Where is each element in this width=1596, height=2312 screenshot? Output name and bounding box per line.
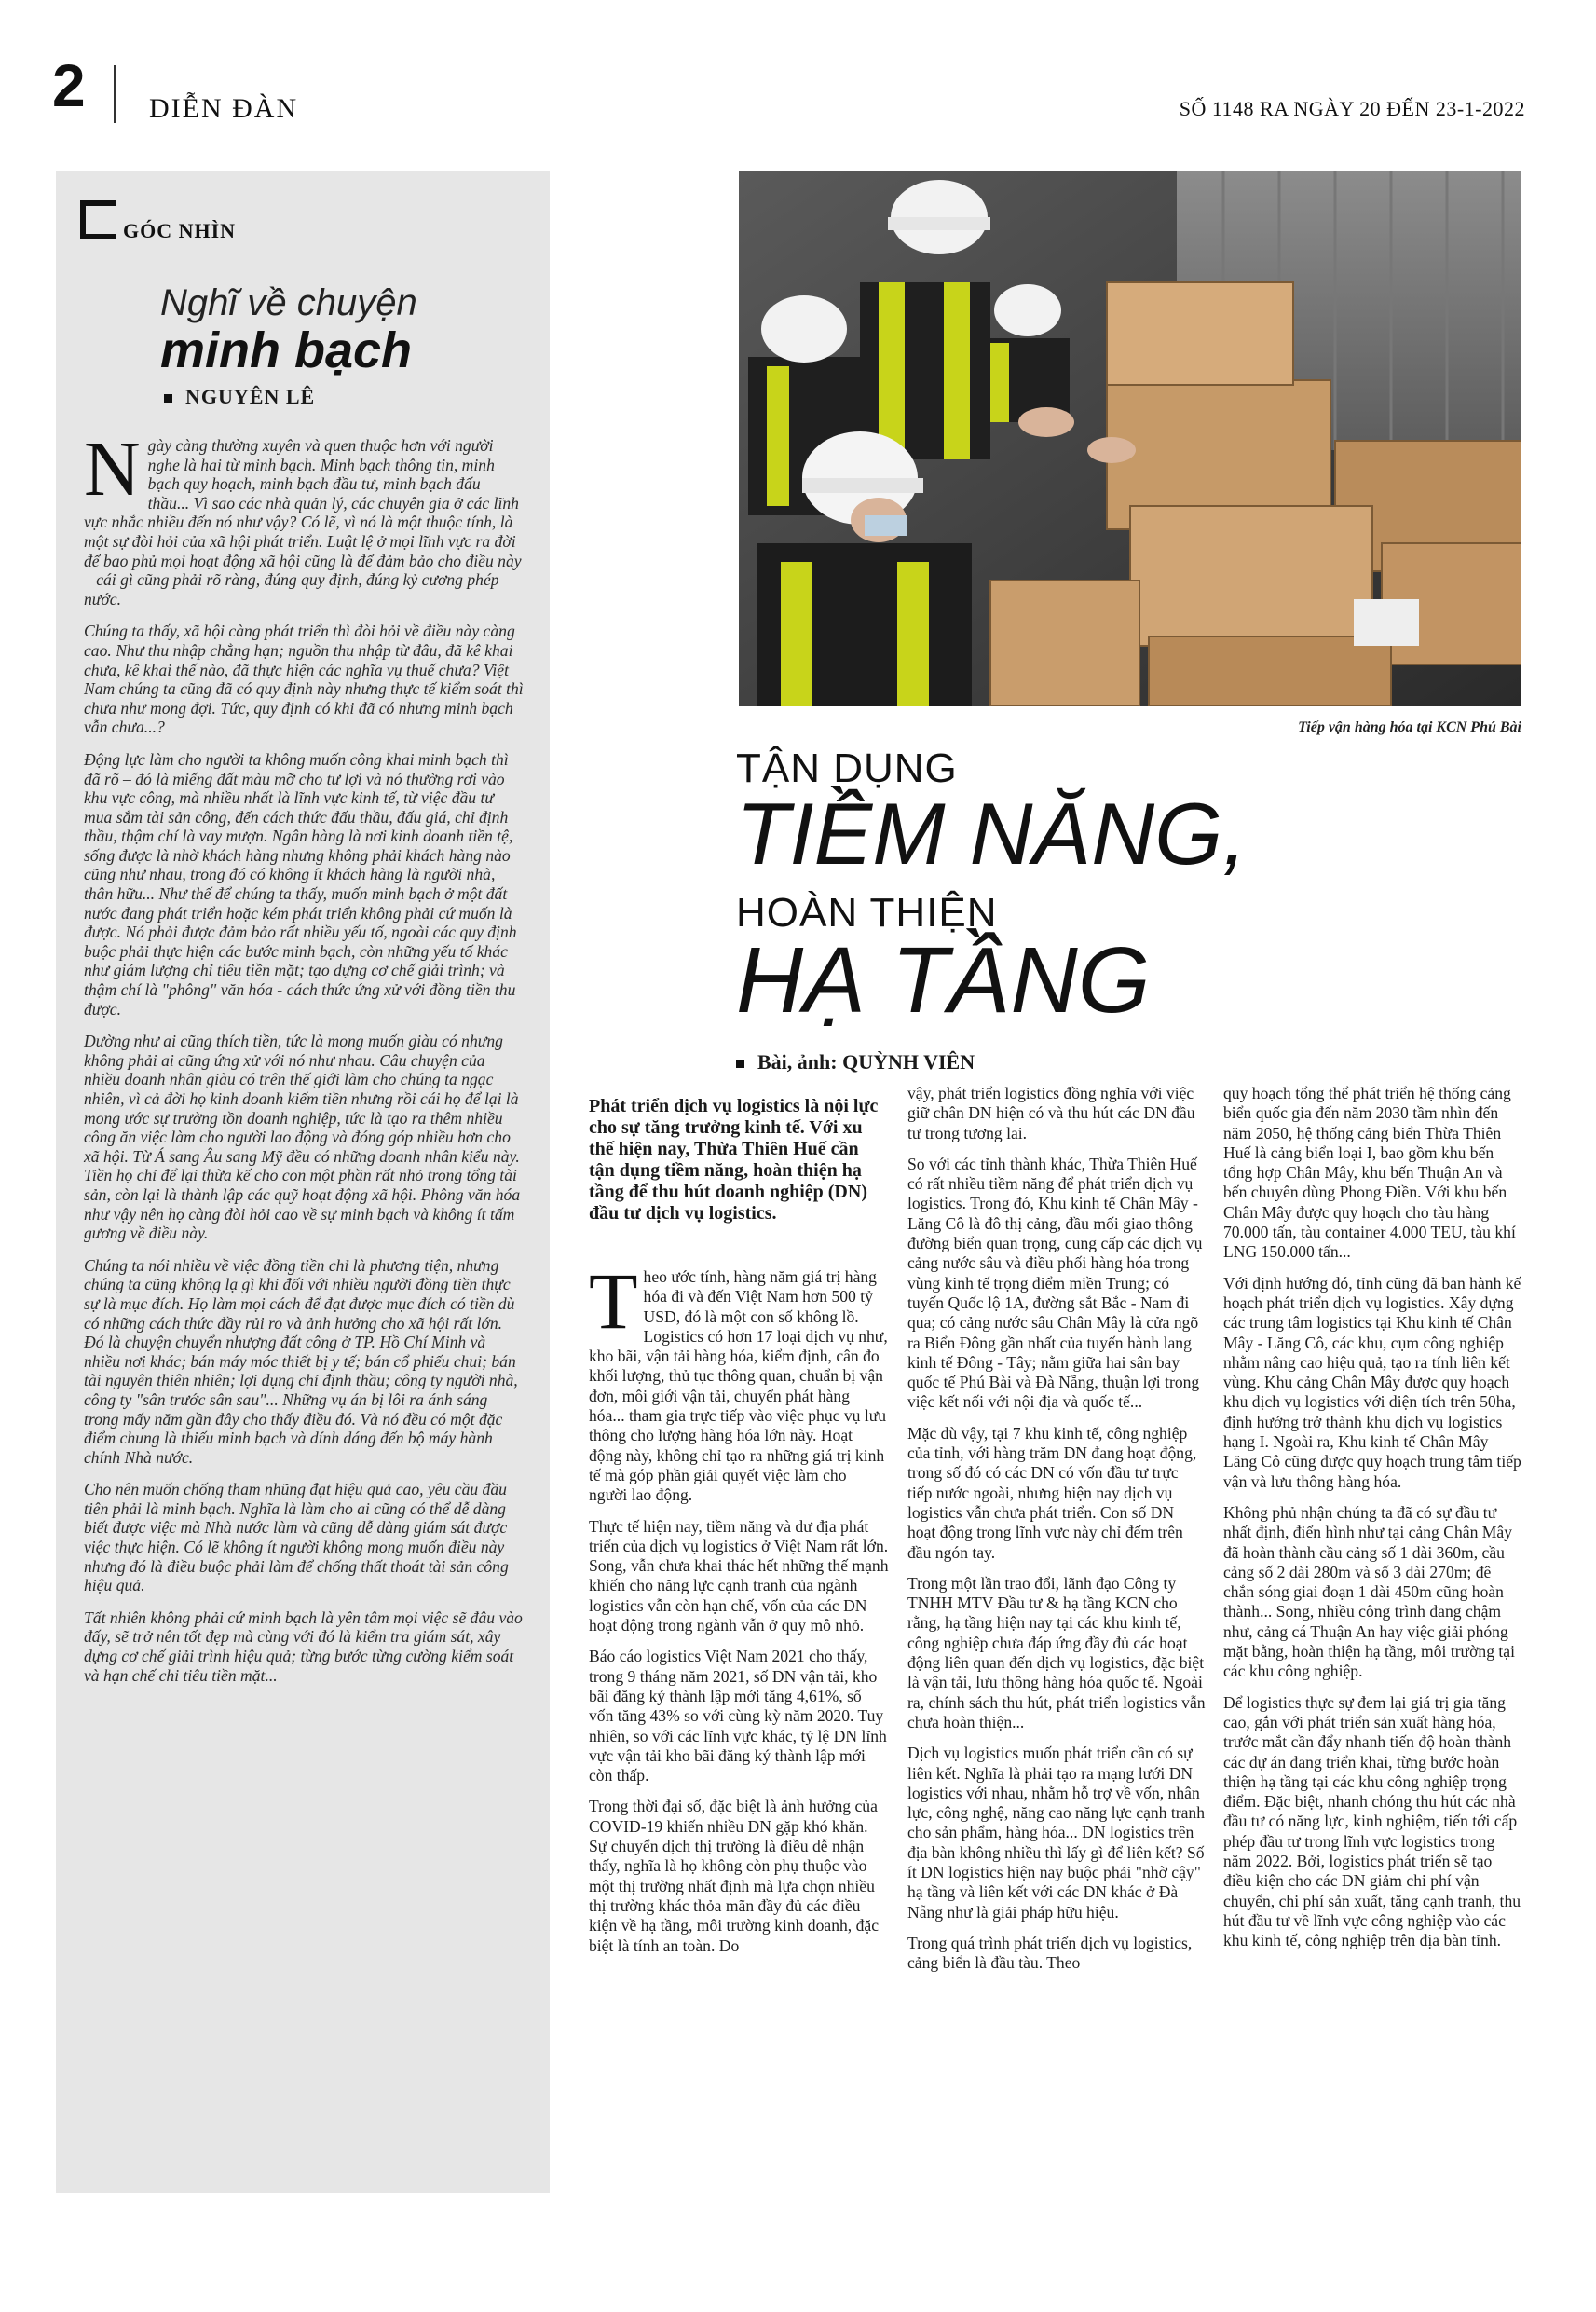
column-logo-bracket xyxy=(80,200,116,239)
sidebar-paragraph: Chúng ta nói nhiều về việc đồng tiền chỉ là phương tiện, nhưng chúng ta cũng không lạ gì khi đối với nhiều người đồng tiền thực sự là mục đích. Họ làm mọi cách để đạt được mục đích có tiền dù có những cách thức đầy rủi ro và ảnh hưởng cho xã hội rất lớn. Đó là chuyện chuyển nhượng đất công ở TP. Hồ Chí Minh và nhiều nơi khác; bán máy móc thiết bị y tế; bán cổ phiếu chui; bán tài nguyên thiên nhiên; lợi dụng chỉ định thầu; công ty người nhà, công ty "sân trước sân sau"... Những vụ án bị lôi ra ánh sáng trong mấy năm gần đây cho thấy điều đó. Và nó đều có một đặc điểm chung là thiếu minh bạch và dính dáng đến bộ máy hành chính Nhà nước. xyxy=(84,1255,518,1467)
headline-line3: HOÀN THIỆN xyxy=(736,890,998,936)
article-paragraph: Không phủ nhận chúng ta đã có sự đầu tư nhất định, điển hình như tại cảng Chân Mây đã hoàn thành cầu cảng số 1 dài 360m, cầu cảng số 2 dài 280m và số 3 dài 270m; đê chắn sóng giai đoạn 1 dài 450m cũng hoàn thành... Song, nhiều công trình đang chậm như, cảng cá Thuận An hay việc giải phóng mặt bằng, hoàn thiện hạ tầng, môi trường tại các khu công nghiệp. xyxy=(1223,1502,1515,1681)
sidebar-author: NGUYÊN LÊ xyxy=(164,385,315,409)
article-paragraph: Trong quá trình phát triển dịch vụ logistics, cảng biển là đầu tàu. Theo xyxy=(907,1933,1193,1973)
sidebar-paragraph: Ngày càng thường xuyên và quen thuộc hơn với người nghe là hai từ minh bạch. Minh bạch thông tin, minh bạch quy hoạch, minh bạch đầu tư, minh bạch đấu thầu... Vì sao các nhà quản lý, các chuyên gia ở các lĩnh vực nhắc nhiều đến nó như vậy? Có lẽ, vì nó là một thuộc tính, là một sự đòi hỏi của xã hội phát triển. Luật lệ ở mọi lĩnh vực ra đời để bao phủ mọi hoạt động xã hội cũng là để đảm bảo cho điều này – cái gì cũng phải rõ ràng, đúng quy định, đúng kỷ cương phép nước. xyxy=(84,426,522,609)
drop-cap: T xyxy=(589,1256,638,1346)
article-paragraph: quy hoạch tổng thể phát triển hệ thống cảng biển quốc gia đến năm 2030 tầm nhìn đến năm 2050, hệ thống cảng biển Thừa Thiên Huế là cảng biển loại I, bao gồm khu bến tổng hợp Chân Mây, khu bến Thuận An và bến chuyên dùng Phong Điền. Với khu bến Chân Mây được quy hoạch cho tàu hàng 70.000 tấn, tàu container 4.000 TEU, tàu khí LNG 150.000 tấn... xyxy=(1223,1084,1516,1262)
sidebar-paragraph: Chúng ta thấy, xã hội càng phát triển thì đòi hỏi về điều này càng cao. Như thu nhập chẳng hạn; nguồn thu nhập từ đâu, đã kê khai chưa, kê khai thế nào, đã thực hiện các nghĩa vụ thuế chưa? Việt Nam chúng ta cũng đã có quy định này nhưng thực tế kiểm soát thì chưa như mong đợi. Tức, quy định có khi đã có nhưng minh bạch vẫn chưa...? xyxy=(84,622,524,737)
article-byline: Bài, ảnh: QUỲNH VIÊN xyxy=(736,1050,975,1074)
headline-line2: TIỀM NĂNG, xyxy=(736,785,1248,882)
issue-info: SỐ 1148 RA NGÀY 20 ĐẾN 23-1-2022 xyxy=(1179,97,1525,120)
opinion-sidebar xyxy=(56,171,550,2193)
sidebar-paragraph: Dường như ai cũng thích tiền, tức là mong muốn giàu có nhưng không phải ai cũng ứng xử với nó như nhau. Câu chuyện của nhiều doanh nhân giàu có trên thế giới làm cho chúng ta ngạc nhiên, vì cả đời họ kinh doanh kiếm tiền nhưng rồi cái họ để lại là mong ước sự trường tồn doanh nghiệp, tức là tạo ra thêm nhiều công ăn việc làm cho người lao động và đóng góp nhiều hơn cho xã hội. Từ Á sang Âu sang Mỹ đều có những doanh nhân kiểu này. Tiền họ chỉ để lại thừa kế cho con một phần rất nhỏ trong tổng tài sản, còn lại là thành lập các quỹ hoạt động xã hội. Phông văn hóa như vậy nên họ càng đòi hỏi cao về sự minh bạch và không ít tấm gương về điều này. xyxy=(84,1032,521,1243)
section-title: DIỄN ĐÀN xyxy=(149,93,299,124)
headline-line1: TẬN DỤNG xyxy=(736,746,958,791)
article-paragraph: Báo cáo logistics Việt Nam 2021 cho thấy, trong 9 tháng năm 2021, số DN vận tải, kho bãi đăng ký thành lập mới tăng 4,61%, số vốn tăng 43% so với cùng kỳ năm 2020. Tuy nhiên, so với các lĩnh vực khác, tỷ lệ DN lĩnh vực vận tải kho bãi đăng ký thành lập mới còn thấp. xyxy=(589,1647,887,1785)
headline-line4: HẠ TẦNG xyxy=(736,928,1151,1033)
header-divider xyxy=(114,65,116,123)
sidebar-body xyxy=(84,426,524,1698)
sidebar-paragraph: Tất nhiên không phải cứ minh bạch là yên tâm mọi việc sẽ đâu vào đấy, sẽ trở nên tốt đẹp mà cùng với đó là kiểm tra giám sát, xây dựng cơ chế giải trình hiệu quả; từng bước từng cường kiểm soát và hạn chế chi tiêu tiền mặt... xyxy=(84,1607,523,1685)
article-paragraph: Với định hướng đó, tỉnh cũng đã ban hành kế hoạch phát triển dịch vụ logistics. Xây dựng các trung tâm logistics tại Khu kinh tế Chân Mây - Lăng Cô, các khu, cụm công nghiệp nhằm nâng cao hiệu quả, tạo ra tính liên kết vùng. Khu cảng Chân Mây được quy hoạch khu dịch vụ logistics với diện tích trên 50ha, định hướng trở thành khu dịch vụ logistics hạng I. Ngoài ra, Khu kinh tế Chân Mây – Lăng Cô cũng được quy hoạch trung tâm tiếp vận và lưu thông hàng hóa. xyxy=(1223,1273,1521,1491)
drop-cap: N xyxy=(84,426,141,513)
article-column-2 xyxy=(907,1084,1206,1984)
article-paragraph: Trong thời đại số, đặc biệt là ảnh hưởng của COVID-19 khiến nhiều DN gặp khó khăn. Sự chuyển dịch thị trường là điều dễ nhận thấy, nghĩa là họ không còn phụ thuộc vào một thị trường nhất định mà lựa chọn nhiều thị trường khác thỏa mãn đầy đủ các điều kiện về hạ tầng, môi trường kinh doanh, đặc biệt là tính an toàn. Do xyxy=(589,1797,880,1955)
article-column-3 xyxy=(1223,1084,1521,1962)
article-photo xyxy=(739,171,1521,706)
article-paragraph: Mặc dù vậy, tại 7 khu kinh tế, công nghiệp của tỉnh, với hàng trăm DN đang hoạt động, trong số đó có các DN có vốn đầu tư trực tiếp nước ngoài, nhưng hiện nay dịch vụ logistics vẫn chưa phát triển. Con số DN hoạt động trong lĩnh vực này chỉ đếm trên đầu ngón tay. xyxy=(907,1423,1197,1562)
article-paragraph: Dịch vụ logistics muốn phát triển cần có sự liên kết. Nghĩa là phải tạo ra mạng lưới DN logistics với nhau, nhằm hỗ trợ về vốn, nhân lực, công nghệ, năng cao năng lực cạnh tranh cho sản phẩm, hàng hóa... DN logistics trên địa bàn không nhiều thì lấy gì để liên kết? Số ít DN logistics hiện nay buộc phải "nhờ cậy" hạ tầng và liên kết với các DN khác ở Đà Nẵng như là giải pháp hữu hiệu. xyxy=(907,1744,1206,1922)
article-paragraph: Trong một lần trao đổi, lãnh đạo Công ty TNHH MTV Đầu tư & hạ tầng KCN cho rằng, hạ tầng hiện nay tại các khu kinh tế, công nghiệp chưa đáp ứng đầy đủ các hoạt động liên quan đến dịch vụ logistics, đặc biệt là vận tải, lưu thông hàng hóa quốc tế. Ngoài ra, chính sách thu hút, phát triển logistics vẫn chưa hoàn thiện... xyxy=(907,1573,1206,1731)
article-paragraph: Để logistics thực sự đem lại giá trị gia tăng cao, gắn với phát triển sản xuất hàng hóa, trước mắt cần đẩy nhanh tiến độ hoàn thành các dự án đang triển khai, từng bước hoàn thiện hạ tầng tại các khu công nghiệp trọng điểm. Đặc biệt, nhanh chóng thu hút các nhà đầu tư có năng lực, kinh nghiệm, tiến tới cấp phép đầu tư trong lĩnh vực logistics trong năm 2022. Bởi, logistics phát triển sẽ tạo điều kiện cho các DN giảm chi phí vận chuyển, chi phí sản xuất, tăng cạnh tranh, thu hút đầu tư về lĩnh vực công nghiệp vào các khu kinh tế, công nghiệp trên địa bàn tỉnh. xyxy=(1223,1692,1521,1950)
article-paragraph: Theo ước tính, hàng năm giá trị hàng hóa đi và đến Việt Nam hơn 500 tỷ USD, đó là một con số không lồ. Logistics có hơn 17 loại dịch vụ như, kho bãi, vận tải hàng hóa, kiểm định, cân đo khối lượng, thủ tục thông quan, chuẩn bị vận đơn, môi giới vận tải, chuyển phát hàng hóa... tham gia trực tiếp vào việc phục vụ lưu thông cho lượng hàng hóa lớn này. Hoạt động này, không chỉ tạo ra những giá trị kinh tế mà góp phần giải quyết việc làm cho người lao động. xyxy=(589,1256,888,1505)
sidebar-paragraph: Động lực làm cho người ta không muốn công khai minh bạch thì đã rõ – đó là miếng đất màu mỡ cho tư lợi và nó thường rơi vào khu vực công, mà nhiều nhất là lĩnh vực kinh tế, từ việc đầu tư mua sắm tài sản công, đến cách thức đấu thầu, đấu giá, chỉ định thầu, thậm chí là vay mượn. Ngân hàng là nơi kinh doanh tiền tệ, sống được là nhờ khách hàng nhưng không phải khách hàng nào cũng như nhau, trong đó có không ít khách hàng là người nhà, thân hữu... Như thế để chúng ta thấy, muốn minh bạch ở một đất nước đang phát triển hoặc kém phát triển không phải cứ muốn là được. Nó phải được đảm bảo rất nhiều yếu tố, ngoài các quy định buộc phải thực hiện các bước minh bạch, còn những yếu tố khác như giám lượng chỉ tiêu tiền mặt; tạo dựng cơ chế giải trình; và thậm chí là "phông" văn hóa - cách thức ứng xử với đồng tiền thu được. xyxy=(84,749,517,1019)
sidebar-title-line2: minh bạch xyxy=(160,322,413,378)
warehouse-workers-image xyxy=(739,171,1521,706)
article-sapo: Phát triển dịch vụ logistics là nội lực cho sự tăng trưởng kinh tế. Với xu thế hiện nay, Thừa Thiên Huế cần tận dụng tiềm năng, hoàn thiện hạ tầng để thu hút doanh nghiệp (DN) đầu tư dịch vụ logistics. xyxy=(589,1096,879,1224)
column-label: GÓC NHÌN xyxy=(123,219,237,242)
bullet-square-icon xyxy=(164,394,172,403)
page-number: 2 xyxy=(52,52,86,119)
article-paragraph: So với các tỉnh thành khác, Thừa Thiên Huế có rất nhiều tiềm năng để phát triển dịch vụ logistics. Trong đó, Khu kinh tế Chân Mây - Lăng Cô là đô thị cảng, đầu mối giao thông đường biển quan trọng, cung cấp các dịch vụ cảng nước sâu và điều phối hàng hóa trong vùng kinh tế trọng điểm miền Trung; có tuyến Quốc lộ 1A, đường sắt Bắc - Nam đi qua; có cảng nước sâu Chân Mây là cửa ngõ ra Biển Đông gần nhất của tuyến hành lang kinh tế Đông - Tây; nằm giữa hai sân bay quốc tế Phú Bài và Đà Nẵng, thuận lợi trong việc kết nối với nội địa và quốc tế... xyxy=(907,1154,1203,1412)
article-column-1 xyxy=(589,1096,889,1967)
sidebar-paragraph: Cho nên muốn chống tham nhũng đạt hiệu quả cao, yêu cầu đầu tiên phải là minh bạch. Nghĩa là làm cho ai cũng có thể dễ dàng biết được việc mà Nhà nước làm và cũng dễ dàng giám sát được việc thực hiện. Có lẽ không ít người không mong muốn điều này nhưng đó là điều buộc phải làm để chống thất thoát tài sản công hiệu quả. xyxy=(84,1480,509,1595)
article-paragraph: vậy, phát triển logistics đồng nghĩa với việc giữ chân DN hiện có và thu hút các DN đầu tư trong tương lai. xyxy=(907,1084,1195,1142)
sidebar-title-line1: Nghĩ về chuyện xyxy=(160,282,417,323)
bullet-square-icon xyxy=(736,1060,744,1068)
article-paragraph: Thực tế hiện nay, tiềm năng và dư địa phát triển của dịch vụ logistics ở Việt Nam rất lớn. Song, vẫn chưa khai thác hết những thế mạnh khiến cho năng lực cạnh tranh của ngành logistics vẫn còn hạn chế, vốn của các DN hoạt động trong ngành vẫn ở quy mô nhỏ. xyxy=(589,1516,889,1635)
photo-caption: Tiếp vận hàng hóa tại KCN Phú Bài xyxy=(1298,719,1521,735)
